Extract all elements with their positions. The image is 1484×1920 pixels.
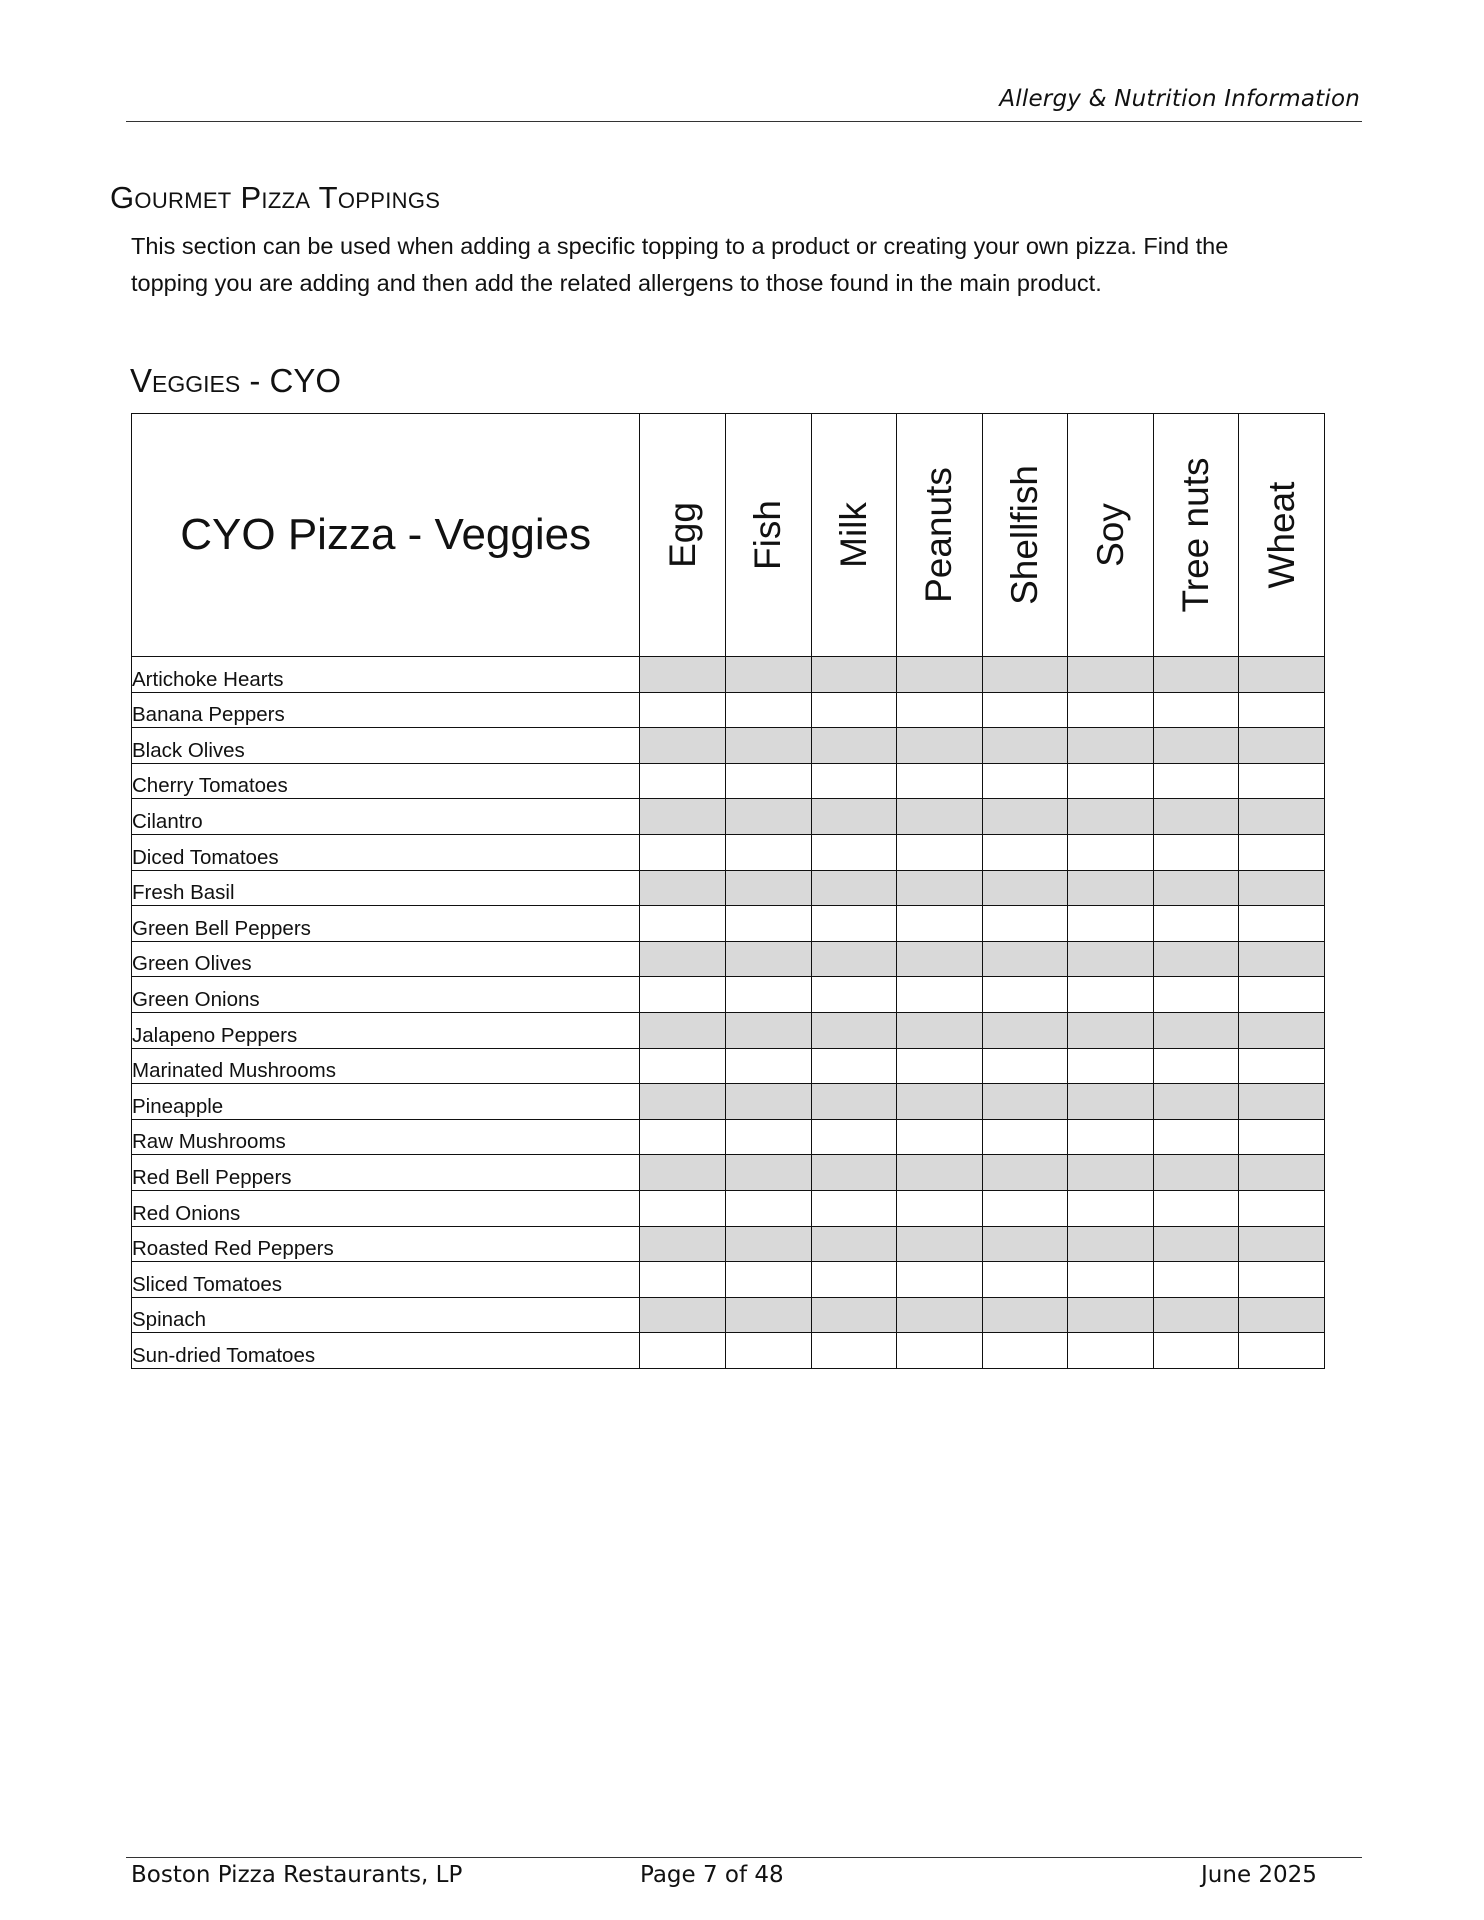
allergen-cell bbox=[982, 1190, 1068, 1226]
column-header-wheat bbox=[1239, 414, 1325, 657]
allergen-cell bbox=[1068, 763, 1154, 799]
allergen-cell bbox=[1239, 1155, 1325, 1191]
allergen-cell bbox=[811, 799, 897, 835]
allergen-cell bbox=[1153, 692, 1239, 728]
allergen-cell bbox=[1153, 834, 1239, 870]
row-label: Marinated Mushrooms bbox=[132, 1048, 640, 1084]
allergen-cell bbox=[982, 799, 1068, 835]
allergen-cell bbox=[982, 728, 1068, 764]
allergen-cell bbox=[640, 1119, 726, 1155]
allergen-cell bbox=[982, 870, 1068, 906]
allergen-cell bbox=[1239, 941, 1325, 977]
allergen-cell bbox=[1068, 834, 1154, 870]
table-row bbox=[132, 1190, 1325, 1226]
table-row bbox=[132, 692, 1325, 728]
allergen-cell bbox=[811, 1297, 897, 1333]
allergen-cell bbox=[1239, 728, 1325, 764]
allergen-cell bbox=[725, 1155, 811, 1191]
allergen-cell bbox=[982, 1084, 1068, 1120]
allergen-cell bbox=[725, 1226, 811, 1262]
footer-rule bbox=[126, 1857, 1362, 1858]
column-header-label: Tree nuts bbox=[1175, 457, 1217, 613]
allergen-cell bbox=[1239, 1226, 1325, 1262]
column-header-tree-nuts bbox=[1153, 414, 1239, 657]
table-row bbox=[132, 1084, 1325, 1120]
allergen-cell bbox=[897, 1333, 983, 1369]
allergen-cell bbox=[725, 1084, 811, 1120]
allergen-cell bbox=[725, 1190, 811, 1226]
allergen-cell bbox=[1239, 1084, 1325, 1120]
row-label: Fresh Basil bbox=[132, 870, 640, 906]
allergen-cell bbox=[1068, 1048, 1154, 1084]
allergen-cell bbox=[897, 1119, 983, 1155]
allergen-cell bbox=[1153, 799, 1239, 835]
allergen-cell bbox=[1239, 906, 1325, 942]
section-intro: This section can be used when adding a specific topping to a product or creating your own pizza. Find the topping you are adding and then add the related allergens to those found in the main product. bbox=[131, 233, 1229, 296]
allergen-cell bbox=[982, 657, 1068, 693]
allergen-cell bbox=[811, 1262, 897, 1298]
allergen-cell bbox=[1068, 977, 1154, 1013]
allergen-cell bbox=[811, 870, 897, 906]
table-row bbox=[132, 1155, 1325, 1191]
row-label: Red Onions bbox=[132, 1190, 640, 1226]
allergen-cell bbox=[982, 1226, 1068, 1262]
footer-company: Boston Pizza Restaurants, LP bbox=[131, 1862, 463, 1888]
allergen-cell bbox=[897, 941, 983, 977]
table-corner-label: CYO Pizza - Veggies bbox=[132, 414, 640, 657]
allergen-cell bbox=[640, 1333, 726, 1369]
allergen-cell bbox=[640, 977, 726, 1013]
allergen-cell bbox=[1068, 1262, 1154, 1298]
allergen-cell bbox=[1068, 728, 1154, 764]
allergen-cell bbox=[982, 1012, 1068, 1048]
allergen-cell bbox=[640, 1297, 726, 1333]
allergen-cell bbox=[811, 1048, 897, 1084]
allergen-cell bbox=[982, 1048, 1068, 1084]
table-row bbox=[132, 1226, 1325, 1262]
allergen-cell bbox=[1239, 1333, 1325, 1369]
allergen-cell bbox=[982, 1119, 1068, 1155]
column-header-label: Peanuts bbox=[918, 467, 960, 603]
row-label: Green Bell Peppers bbox=[132, 906, 640, 942]
allergen-cell bbox=[897, 657, 983, 693]
table-row bbox=[132, 728, 1325, 764]
column-header-egg bbox=[640, 414, 726, 657]
allergen-cell bbox=[982, 977, 1068, 1013]
allergen-cell bbox=[811, 1333, 897, 1369]
allergen-cell bbox=[897, 1297, 983, 1333]
row-label: Pineapple bbox=[132, 1084, 640, 1120]
table-row bbox=[132, 1012, 1325, 1048]
allergen-cell bbox=[811, 692, 897, 728]
column-header-shellfish bbox=[982, 414, 1068, 657]
allergen-cell bbox=[1239, 692, 1325, 728]
allergen-cell bbox=[1068, 1190, 1154, 1226]
row-label: Spinach bbox=[132, 1297, 640, 1333]
allergen-cell bbox=[897, 1012, 983, 1048]
allergen-cell bbox=[811, 657, 897, 693]
table-row bbox=[132, 799, 1325, 835]
table-row bbox=[132, 1297, 1325, 1333]
allergen-cell bbox=[640, 906, 726, 942]
allergen-cell bbox=[1068, 906, 1154, 942]
allergen-cell bbox=[1068, 1119, 1154, 1155]
row-label: Jalapeno Peppers bbox=[132, 1012, 640, 1048]
row-label: Roasted Red Peppers bbox=[132, 1226, 640, 1262]
allergen-cell bbox=[1239, 870, 1325, 906]
allergen-cell bbox=[982, 692, 1068, 728]
allergen-cell bbox=[897, 1226, 983, 1262]
table-row bbox=[132, 1048, 1325, 1084]
allergen-cell bbox=[897, 870, 983, 906]
allergen-cell bbox=[640, 870, 726, 906]
row-label: Cherry Tomatoes bbox=[132, 763, 640, 799]
allergen-cell bbox=[897, 1262, 983, 1298]
allergen-cell bbox=[1068, 1333, 1154, 1369]
row-label: Green Onions bbox=[132, 977, 640, 1013]
allergen-cell bbox=[725, 1119, 811, 1155]
allergen-cell bbox=[725, 834, 811, 870]
allergen-cell bbox=[897, 1155, 983, 1191]
allergen-cell bbox=[1068, 941, 1154, 977]
allergen-cell bbox=[1068, 1012, 1154, 1048]
table-row bbox=[132, 977, 1325, 1013]
allergen-cell bbox=[640, 941, 726, 977]
column-header-soy bbox=[1068, 414, 1154, 657]
allergen-cell bbox=[1239, 799, 1325, 835]
allergen-cell bbox=[1068, 1084, 1154, 1120]
allergen-cell bbox=[897, 906, 983, 942]
allergen-cell bbox=[1153, 1190, 1239, 1226]
column-header-label: Egg bbox=[661, 502, 703, 568]
allergen-cell bbox=[897, 692, 983, 728]
allergen-cell bbox=[725, 1333, 811, 1369]
allergen-cell bbox=[1239, 1262, 1325, 1298]
column-header-peanuts bbox=[897, 414, 983, 657]
allergen-cell bbox=[1153, 1012, 1239, 1048]
allergen-cell bbox=[1239, 763, 1325, 799]
allergen-cell bbox=[982, 941, 1068, 977]
allergen-cell bbox=[1068, 1297, 1154, 1333]
allergen-cell bbox=[1153, 1155, 1239, 1191]
row-label: Red Bell Peppers bbox=[132, 1155, 640, 1191]
allergen-cell bbox=[811, 1226, 897, 1262]
column-header-fish bbox=[725, 414, 811, 657]
allergen-cell bbox=[982, 1155, 1068, 1191]
allergen-cell bbox=[1153, 1297, 1239, 1333]
table-row bbox=[132, 1119, 1325, 1155]
allergen-cell bbox=[811, 763, 897, 799]
allergen-cell bbox=[1153, 870, 1239, 906]
allergen-cell bbox=[640, 1012, 726, 1048]
table-row bbox=[132, 870, 1325, 906]
allergen-cell bbox=[640, 799, 726, 835]
allergen-cell bbox=[811, 977, 897, 1013]
allergen-cell bbox=[982, 1333, 1068, 1369]
allergen-cell bbox=[982, 763, 1068, 799]
allergen-cell bbox=[1153, 728, 1239, 764]
row-label: Banana Peppers bbox=[132, 692, 640, 728]
allergen-cell bbox=[897, 834, 983, 870]
allergen-cell bbox=[640, 1262, 726, 1298]
column-header-label: Wheat bbox=[1260, 481, 1302, 589]
allergen-cell bbox=[811, 941, 897, 977]
table-row bbox=[132, 906, 1325, 942]
allergen-cell bbox=[725, 799, 811, 835]
allergen-cell bbox=[982, 834, 1068, 870]
allergen-cell bbox=[1239, 657, 1325, 693]
allergen-cell bbox=[640, 657, 726, 693]
allergen-cell bbox=[811, 1190, 897, 1226]
column-header-label: Soy bbox=[1089, 503, 1131, 567]
allergen-cell bbox=[1068, 657, 1154, 693]
allergen-cell bbox=[1239, 1190, 1325, 1226]
allergen-cell bbox=[1068, 692, 1154, 728]
allergen-cell bbox=[897, 977, 983, 1013]
allergen-cell bbox=[1153, 1262, 1239, 1298]
row-label: Artichoke Hearts bbox=[132, 657, 640, 693]
allergen-cell bbox=[1068, 799, 1154, 835]
row-label: Diced Tomatoes bbox=[132, 834, 640, 870]
allergen-cell bbox=[1068, 1155, 1154, 1191]
allergen-cell bbox=[640, 1226, 726, 1262]
allergen-cell bbox=[811, 1012, 897, 1048]
allergen-cell bbox=[811, 906, 897, 942]
table-row bbox=[132, 657, 1325, 693]
table-row bbox=[132, 1262, 1325, 1298]
column-header-label: Milk bbox=[832, 502, 874, 568]
page-header-title: Allergy & Nutrition Information bbox=[999, 86, 1360, 112]
subsection-title: Veggies - CYO bbox=[130, 362, 342, 399]
allergen-cell bbox=[725, 692, 811, 728]
allergen-cell bbox=[897, 728, 983, 764]
allergen-cell bbox=[1239, 1012, 1325, 1048]
allergen-cell bbox=[1239, 1297, 1325, 1333]
allergen-cell bbox=[725, 763, 811, 799]
section-title: Gourmet Pizza Toppings bbox=[110, 180, 441, 215]
allergen-cell bbox=[897, 763, 983, 799]
allergen-cell bbox=[1239, 1048, 1325, 1084]
allergen-cell bbox=[1153, 906, 1239, 942]
allergen-cell bbox=[1068, 870, 1154, 906]
allergen-cell bbox=[1153, 1048, 1239, 1084]
allergen-cell bbox=[1239, 1119, 1325, 1155]
row-label: Sun-dried Tomatoes bbox=[132, 1333, 640, 1369]
allergen-cell bbox=[1068, 1226, 1154, 1262]
allergen-cell bbox=[811, 1155, 897, 1191]
allergen-cell bbox=[1153, 657, 1239, 693]
allergen-cell bbox=[1153, 1226, 1239, 1262]
allergen-cell bbox=[897, 1084, 983, 1120]
column-header-milk bbox=[811, 414, 897, 657]
allergen-cell bbox=[725, 1297, 811, 1333]
allergen-cell bbox=[640, 692, 726, 728]
allergen-cell bbox=[1239, 834, 1325, 870]
table-body bbox=[132, 657, 1325, 1369]
table-row bbox=[132, 1333, 1325, 1369]
allergen-cell bbox=[640, 1048, 726, 1084]
allergen-cell bbox=[725, 1262, 811, 1298]
allergen-cell bbox=[1153, 763, 1239, 799]
row-label: Sliced Tomatoes bbox=[132, 1262, 640, 1298]
table-header-row bbox=[132, 414, 1325, 657]
header-rule bbox=[126, 121, 1362, 122]
table-row bbox=[132, 763, 1325, 799]
allergen-cell bbox=[640, 1190, 726, 1226]
table-row bbox=[132, 941, 1325, 977]
allergen-cell bbox=[725, 1012, 811, 1048]
allergen-cell bbox=[811, 728, 897, 764]
allergen-cell bbox=[640, 1155, 726, 1191]
allergen-cell bbox=[1239, 977, 1325, 1013]
allergen-cell bbox=[1153, 1084, 1239, 1120]
footer-page-number: Page 7 of 48 bbox=[640, 1862, 784, 1888]
allergen-cell bbox=[1153, 977, 1239, 1013]
allergen-cell bbox=[811, 1119, 897, 1155]
allergen-cell bbox=[982, 1262, 1068, 1298]
allergen-cell bbox=[1153, 941, 1239, 977]
allergen-cell bbox=[640, 728, 726, 764]
allergen-cell bbox=[725, 728, 811, 764]
allergen-cell bbox=[640, 834, 726, 870]
allergen-cell bbox=[725, 870, 811, 906]
allergen-cell bbox=[725, 977, 811, 1013]
allergen-cell bbox=[982, 906, 1068, 942]
allergen-cell bbox=[897, 799, 983, 835]
row-label: Raw Mushrooms bbox=[132, 1119, 640, 1155]
allergen-table bbox=[131, 413, 1325, 1369]
allergen-cell bbox=[811, 1084, 897, 1120]
allergen-cell bbox=[640, 1084, 726, 1120]
allergen-cell bbox=[640, 763, 726, 799]
allergen-cell bbox=[1153, 1119, 1239, 1155]
allergen-cell bbox=[725, 906, 811, 942]
allergen-cell bbox=[725, 1048, 811, 1084]
allergen-cell bbox=[725, 941, 811, 977]
row-label: Green Olives bbox=[132, 941, 640, 977]
row-label: Cilantro bbox=[132, 799, 640, 835]
column-header-label: Fish bbox=[747, 500, 789, 570]
table-row bbox=[132, 834, 1325, 870]
allergen-cell bbox=[982, 1297, 1068, 1333]
allergen-cell bbox=[725, 657, 811, 693]
column-header-label: Shellfish bbox=[1003, 465, 1045, 605]
allergen-cell bbox=[897, 1190, 983, 1226]
allergen-cell bbox=[811, 834, 897, 870]
footer-date: June 2025 bbox=[1201, 1862, 1317, 1888]
row-label: Black Olives bbox=[132, 728, 640, 764]
allergen-cell bbox=[1153, 1333, 1239, 1369]
allergen-cell bbox=[897, 1048, 983, 1084]
